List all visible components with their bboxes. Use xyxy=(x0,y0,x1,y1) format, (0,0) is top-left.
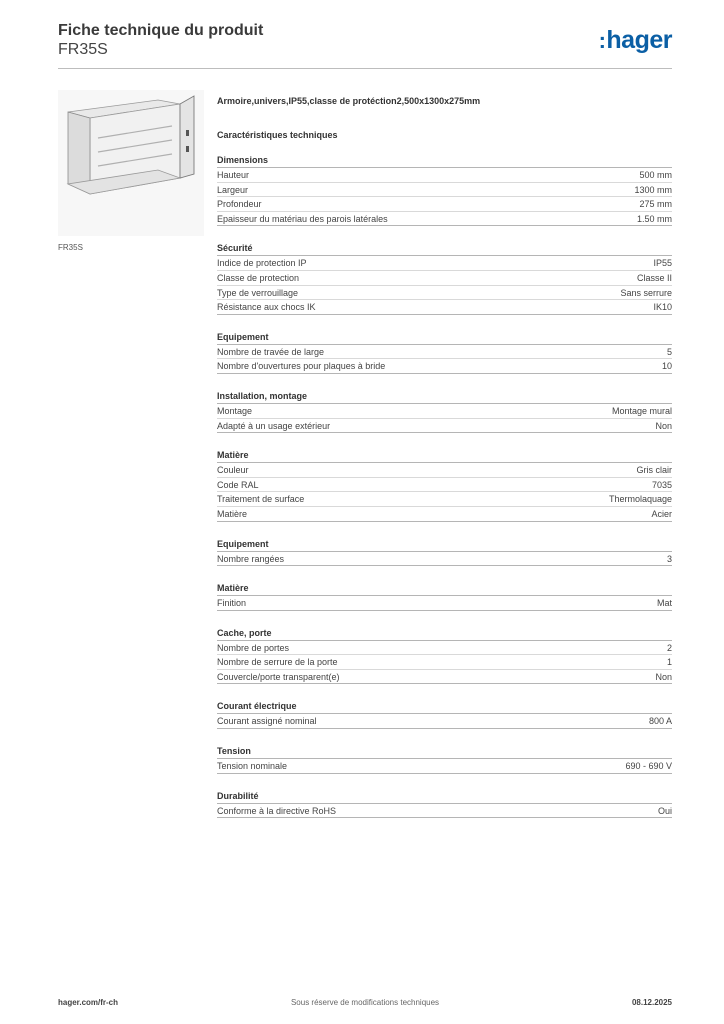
spec-label: Montage xyxy=(217,405,253,416)
spec-value: Thermolaquage xyxy=(608,494,672,505)
spec-label: Type de verrouillage xyxy=(217,287,299,298)
spec-value: Gris clair xyxy=(636,465,672,476)
spec-value: Mat xyxy=(656,598,672,609)
spec-section xyxy=(217,450,672,521)
spec-value: Classe II xyxy=(636,272,672,283)
spec-value: 3 xyxy=(666,553,672,564)
spec-section xyxy=(217,539,672,567)
spec-value: 275 mm xyxy=(639,199,672,210)
spec-label: Couvercle/porte transparent(e) xyxy=(217,671,340,682)
section-title: Cache, porte xyxy=(217,628,672,641)
spec-label: Conforme à la directive RoHS xyxy=(217,805,337,816)
spec-row xyxy=(217,345,672,360)
footer-date: 08.12.2025 xyxy=(631,998,672,1007)
footer-website: hager.com/fr-ch xyxy=(58,998,119,1007)
spec-label: Nombre de travée de large xyxy=(217,346,325,357)
hager-logo xyxy=(599,26,672,55)
logo-dots-icon: : xyxy=(598,28,606,53)
spec-label: Courant assigné nominal xyxy=(217,716,317,727)
footer-disclaimer: Sous réserve de modifications techniques xyxy=(290,998,440,1007)
spec-section xyxy=(217,391,672,433)
spec-label: Code RAL xyxy=(217,479,259,490)
spec-label: Nombre d'ouvertures pour plaques à bride xyxy=(217,361,386,372)
section-title: Dimensions xyxy=(217,155,672,168)
spec-row xyxy=(217,759,672,774)
product-image xyxy=(58,90,204,236)
spec-section xyxy=(217,701,672,729)
spec-label: Adapté à un usage extérieur xyxy=(217,420,331,431)
spec-section xyxy=(217,791,672,819)
spec-label: Largeur xyxy=(217,184,249,195)
page-title: Fiche technique du produit xyxy=(58,22,264,39)
spec-row xyxy=(217,463,672,478)
spec-row xyxy=(217,404,672,419)
spec-value: Montage mural xyxy=(611,405,672,416)
spec-row xyxy=(217,271,672,286)
spec-value: 5 xyxy=(666,346,672,357)
technical-specifications xyxy=(217,96,672,818)
spec-row xyxy=(217,286,672,301)
section-title: Courant électrique xyxy=(217,701,672,714)
spec-label: Hauteur xyxy=(217,170,250,180)
section-title: Sécurité xyxy=(217,243,672,256)
spec-value: Non xyxy=(655,420,672,431)
specifications-heading: Caractéristiques techniques xyxy=(217,130,338,140)
spec-section xyxy=(217,628,672,685)
spec-row xyxy=(217,168,672,183)
spec-label: Profondeur xyxy=(217,199,262,210)
spec-label: Couleur xyxy=(217,465,249,476)
spec-value: 1.50 mm xyxy=(636,213,672,224)
spec-row xyxy=(217,492,672,507)
spec-value: IK10 xyxy=(653,302,672,313)
spec-row xyxy=(217,596,672,611)
spec-value: Acier xyxy=(651,508,672,519)
spec-value: Non xyxy=(655,671,672,682)
spec-label: Traitement de surface xyxy=(217,494,305,505)
spec-row xyxy=(217,641,672,656)
spec-value: 690 - 690 V xyxy=(625,761,672,772)
spec-section xyxy=(217,583,672,611)
section-title: Tension xyxy=(217,746,672,759)
spec-label: Classe de protection xyxy=(217,272,300,283)
spec-row xyxy=(217,655,672,670)
spec-row xyxy=(217,507,672,522)
spec-row xyxy=(217,212,672,227)
spec-value: IP55 xyxy=(653,258,672,269)
section-title: Equipement xyxy=(217,539,672,552)
spec-label: Matière xyxy=(217,508,248,519)
spec-label: Finition xyxy=(217,598,247,609)
spec-value: Oui xyxy=(657,805,672,816)
spec-row xyxy=(217,419,672,434)
section-title: Equipement xyxy=(217,332,672,345)
spec-section xyxy=(217,155,672,226)
enclosure-illustration-icon xyxy=(58,90,204,236)
spec-value: 10 xyxy=(661,361,672,372)
section-title: Durabilité xyxy=(217,791,672,804)
spec-label: Résistance aux chocs IK xyxy=(217,302,316,313)
spec-row xyxy=(217,670,672,685)
section-title: Matière xyxy=(217,583,672,596)
document-header xyxy=(58,22,672,68)
spec-section xyxy=(217,746,672,774)
spec-label: Epaisseur du matériau des parois latérales xyxy=(217,213,388,224)
spec-section xyxy=(217,332,672,374)
page-footer xyxy=(58,998,672,1010)
spec-row xyxy=(217,359,672,374)
spec-section xyxy=(217,243,672,314)
section-title: Matière xyxy=(217,450,672,463)
spec-value: 2 xyxy=(666,642,672,653)
spec-label: Tension nominale xyxy=(217,761,288,772)
header-divider xyxy=(58,68,672,69)
spec-row xyxy=(217,478,672,493)
spec-row xyxy=(217,714,672,729)
section-title: Installation, montage xyxy=(217,391,672,404)
spec-value: 800 A xyxy=(648,716,672,727)
spec-row xyxy=(217,300,672,315)
product-reference: FR35S xyxy=(58,41,108,58)
spec-label: Nombre de serrure de la porte xyxy=(217,657,338,668)
spec-value: 500 mm xyxy=(639,170,672,180)
spec-label: Nombre rangées xyxy=(217,553,285,564)
spec-sections xyxy=(217,155,672,818)
spec-value: 7035 xyxy=(651,479,672,490)
product-description: Armoire,univers,IP55,classe de protéction2,500x1300x275mm xyxy=(217,96,481,106)
spec-label: Nombre de portes xyxy=(217,642,290,653)
spec-row xyxy=(217,197,672,212)
logo-text: hager xyxy=(606,26,672,54)
spec-row xyxy=(217,183,672,198)
spec-value: 1 xyxy=(666,657,672,668)
spec-row xyxy=(217,804,672,819)
spec-label: Indice de protection IP xyxy=(217,258,307,269)
image-caption: FR35S xyxy=(58,243,83,252)
spec-value: 1300 mm xyxy=(634,184,672,195)
spec-row xyxy=(217,552,672,567)
spec-value: Sans serrure xyxy=(620,287,672,298)
spec-row xyxy=(217,256,672,271)
